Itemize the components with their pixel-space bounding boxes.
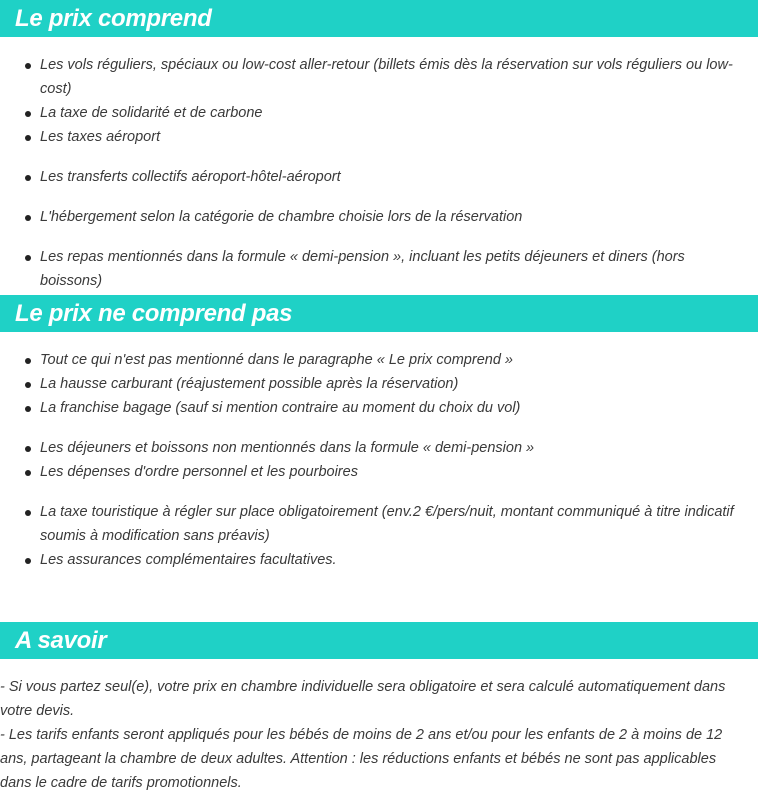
a-savoir-text xyxy=(0,675,758,795)
section-title: Le prix comprend xyxy=(15,5,212,32)
section-title: A savoir xyxy=(15,627,107,654)
list-item: Les dépenses d'ordre personnel et les pourboires xyxy=(0,460,758,484)
list-item: La taxe de solidarité et de carbone xyxy=(0,101,758,125)
list-item: La hausse carburant (réajustement possible après la réservation) xyxy=(0,372,758,396)
list-item: L'hébergement selon la catégorie de chambre choisie lors de la réservation xyxy=(0,205,758,229)
excluded-list xyxy=(0,348,758,572)
section-header-prix-ne-comprend-pas xyxy=(0,295,758,332)
list-item: Les assurances complémentaires facultatives. xyxy=(0,548,758,572)
list-item: Les taxes aéroport xyxy=(0,125,758,149)
list-item: Tout ce qui n'est pas mentionné dans le paragraphe « Le prix comprend » xyxy=(0,348,758,372)
list-item: Les déjeuners et boissons non mentionnés dans la formule « demi-pension » xyxy=(0,436,758,460)
list-item: La taxe touristique à régler sur place obligatoirement (env.2 €/pers/nuit, montant communiqué à titre indicatif soumis à modification sans préavis) xyxy=(0,500,758,548)
list-item: Les transferts collectifs aéroport-hôtel-aéroport xyxy=(0,165,758,189)
included-list xyxy=(0,53,758,293)
list-item: Les vols réguliers, spéciaux ou low-cost aller-retour (billets émis dès la réservation sur vols réguliers ou low-cost) xyxy=(0,53,758,101)
info-paragraph: - Si vous partez seul(e), votre prix en chambre individuelle sera obligatoire et sera calculé automatiquement dans votre devis. xyxy=(0,679,726,719)
section-header-prix-comprend xyxy=(0,0,758,37)
list-item: La franchise bagage (sauf si mention contraire au moment du choix du vol) xyxy=(0,396,758,420)
list-item: Les repas mentionnés dans la formule « demi-pension », incluant les petits déjeuners et diners (hors boissons) xyxy=(0,245,758,293)
section-header-a-savoir xyxy=(0,622,758,659)
info-paragraph: - Les tarifs enfants seront appliqués pour les bébés de moins de 2 ans et/ou pour les enfants de 2 à moins de 12 ans, partageant la chambre de deux adultes. Attention : les réductions enfants et bébés ne sont pas applicables dans le cadre de tarifs promotionnels. xyxy=(0,727,723,791)
section-title: Le prix ne comprend pas xyxy=(15,300,293,327)
